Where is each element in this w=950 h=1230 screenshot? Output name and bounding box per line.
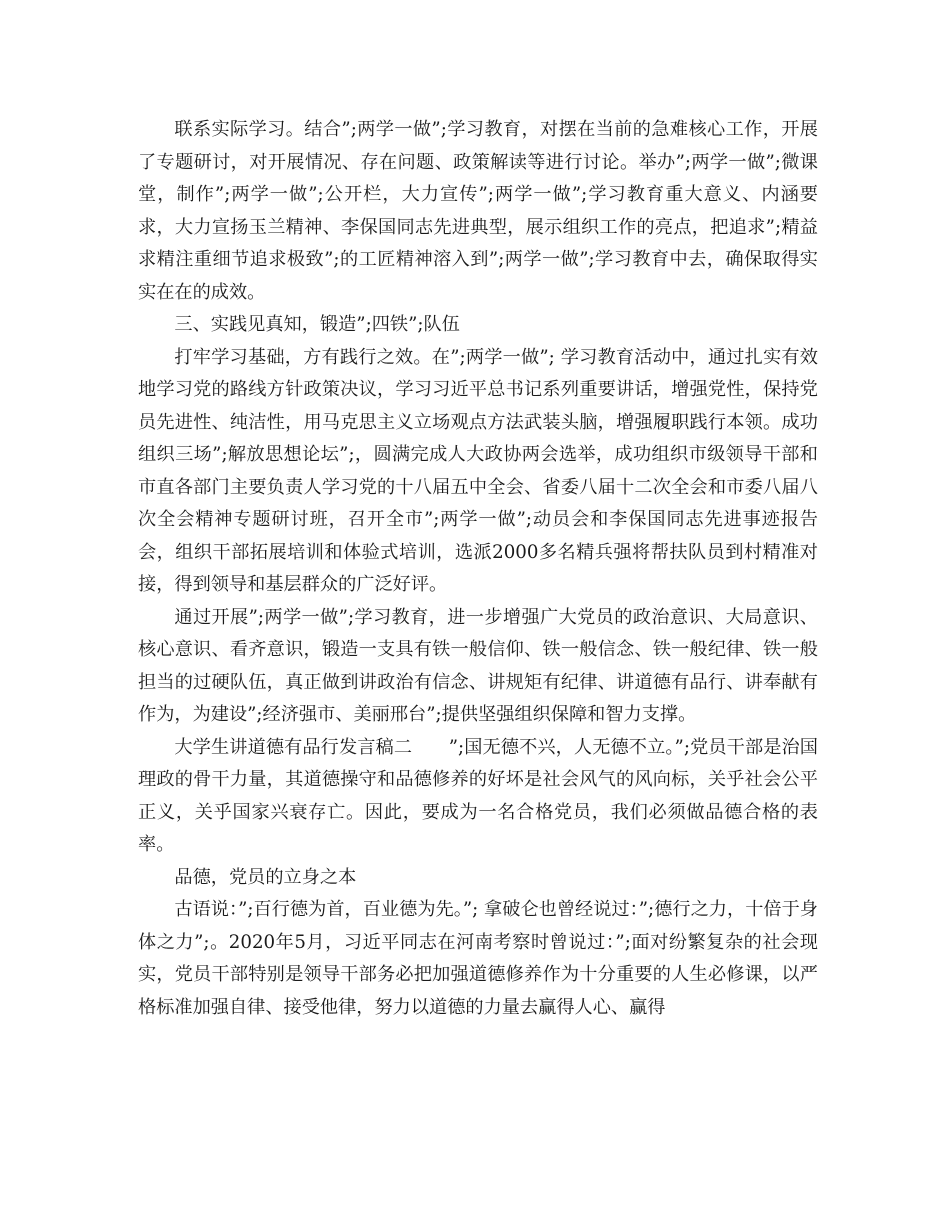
paragraph-study-integration: 联系实际学习。结合”;两学一做”;学习教育，对摆在当前的急难核心工作，开展了专题研讨，对开展情况、存在问题、政策解读等进行讨论。举办”;两学一做”;微课堂，制作”;两学一做”;公开栏，大力宣传”;两学一做”;学习教育重大意义、内涵要求，大力宣扬玉兰精神、李保国同志先进典型，展示组织工作的亮点，把追求”;精益求精注重细节追求极致”;的工匠精神溶入到”;两学一做”;学习教育中去，确保取得实实在在的成效。: [138, 119, 818, 303]
paragraph-speech-two-intro: 大学生讲道德有品行发言稿二 ”;国无德不兴，人无德不立。”;党员干部是治国理政的骨干力量，其道德操守和品德修养的好坏是社会风气的风向标，关乎社会公平正义，关乎国家兴衰存亡。因此，要成为一名合格党员，我们必须做品德合格的表率。: [138, 736, 818, 855]
document-body: [138, 114, 818, 1024]
paragraph-team-building: 通过开展”;两学一做”;学习教育，进一步增强广大党员的政治意识、大局意识、核心意识、看齐意识，锻造一支具有铁一般信仰、铁一般信念、铁一般纪律、铁一般担当的过硬队伍，真正做到讲政治有信念、讲规矩有纪律、讲道德有品行、讲奉献有作为，为建设”;经济强市、美丽邢台”;提供坚强组织保障和智力支撑。: [138, 606, 818, 725]
paragraph-ancient-sayings: 古语说：”;百行德为首，百业德为先。”; 拿破仑也曾经说过：”;德行之力，十倍于身体之力”;。2020年5月，习近平同志在河南考察时曾说过：”;面对纷繁复杂的社会现实，党员干部特别是领导干部务必把加强道德修养作为十分重要的人生必修课，以严格标准加强自律、接受他律，努力以道德的力量去赢得人心、赢得: [138, 899, 818, 1018]
paragraph-study-foundation: 打牢学习基础，方有践行之效。在”;两学一做”; 学习教育活动中，通过扎实有效地学习党的路线方针政策决议，学习习近平总书记系列重要讲话，增强党性，保持党员先进性、纯洁性，用马克思主义立场观点方法武装头脑，增强履职践行本领。成功组织三场”;解放思想论坛”;，圆满完成人大政协两会选举，成功组织市级领导干部和市直各部门主要负责人学习党的十八届五中全会、省委八届十二次全会和市委八届八次全会精神专题研讨班，召开全市”;两学一做”;动员会和李保国同志先进事迹报告会，组织干部拓展培训和体验式培训，选派2000多名精兵强将帮扶队员到村精准对接，得到领导和基层群众的广泛好评。: [138, 346, 818, 595]
section-heading-practice: 三、实践见真知，锻造”;四铁”;队伍: [174, 314, 460, 335]
section-heading-morality: 品德，党员的立身之本: [174, 866, 357, 888]
